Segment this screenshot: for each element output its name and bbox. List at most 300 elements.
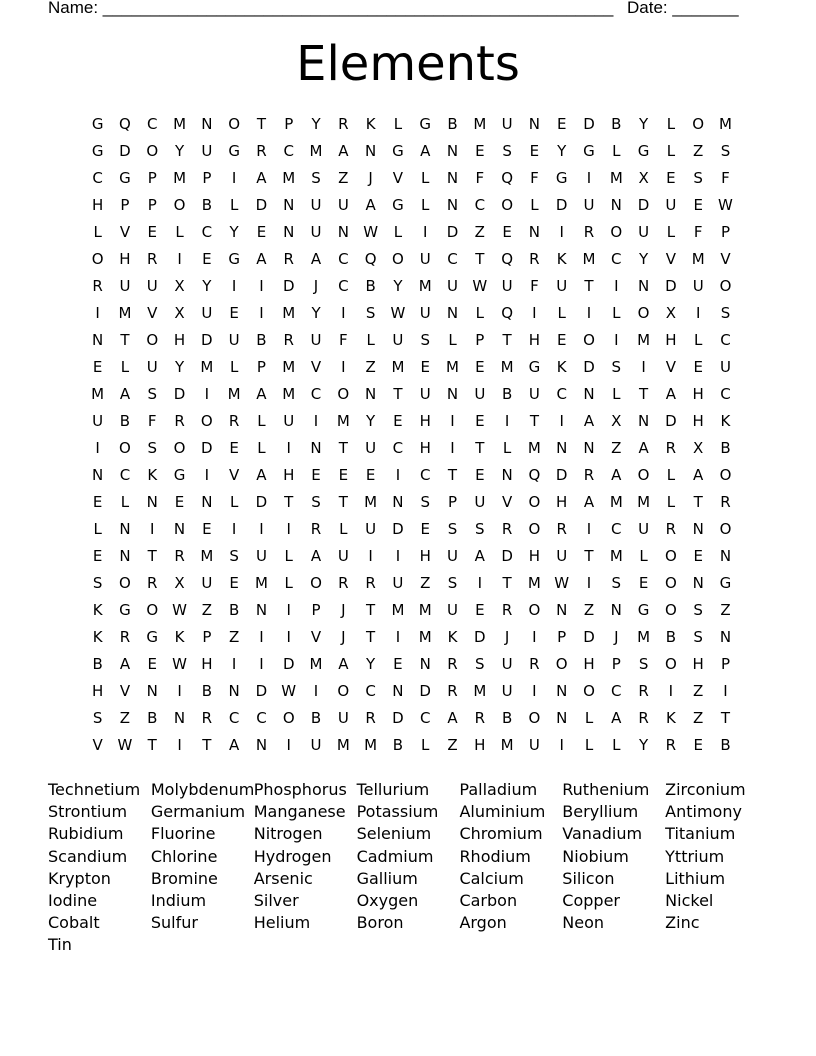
grid-letter: O xyxy=(583,682,595,700)
grid-letter: D xyxy=(446,223,459,241)
grid-letter: K xyxy=(556,358,567,376)
grid-letter: A xyxy=(229,736,240,754)
word-row xyxy=(48,823,768,845)
grid-letter: P xyxy=(147,169,157,187)
grid-letter: E xyxy=(202,250,212,268)
grid-letter: E xyxy=(229,439,239,457)
word-item: Lithium xyxy=(665,868,726,888)
grid-letter: B xyxy=(228,601,240,619)
grid-letter: L xyxy=(639,547,648,565)
grid-letter: N xyxy=(146,493,158,511)
grid-letter: S xyxy=(147,385,157,403)
grid-letter: L xyxy=(229,358,239,376)
grid-letter: M xyxy=(527,439,541,457)
grid-letter: H xyxy=(119,250,131,268)
grid-letter: L xyxy=(120,358,130,376)
grid-letter: P xyxy=(202,169,212,187)
grid-letter: S xyxy=(611,574,622,592)
grid-letter: U xyxy=(310,196,322,214)
grid-letter: S xyxy=(365,304,376,322)
grid-letter: B xyxy=(201,682,212,700)
grid-letter: I xyxy=(286,520,291,538)
grid-letter: A xyxy=(256,466,267,484)
grid-letter: U xyxy=(228,331,240,349)
grid-letter: T xyxy=(366,628,376,646)
grid-row xyxy=(84,465,744,492)
grid-letter: D xyxy=(201,331,213,349)
grid-letter: I xyxy=(614,277,619,295)
grid-letter: E xyxy=(693,547,703,565)
word-row xyxy=(48,912,768,934)
grid-letter: R xyxy=(365,709,376,727)
grid-letter: P xyxy=(720,655,730,673)
grid-letter: R xyxy=(174,412,185,430)
grid-letter: U xyxy=(392,574,404,592)
grid-letter: V xyxy=(119,682,131,700)
grid-letter: N xyxy=(119,520,131,538)
word-item: Chlorine xyxy=(150,846,218,866)
grid-letter: Z xyxy=(611,439,622,457)
grid-letter: J xyxy=(368,169,373,187)
grid-letter: K xyxy=(556,250,567,268)
grid-row xyxy=(84,708,744,735)
grid-letter: I xyxy=(586,574,592,592)
grid-letter: E xyxy=(147,655,157,673)
grid-letter: Q xyxy=(501,304,513,322)
grid-letter: K xyxy=(174,628,185,646)
grid-letter: R xyxy=(529,655,540,673)
word-item: Molybdenum xyxy=(150,780,255,799)
grid-letter: A xyxy=(119,655,131,673)
grid-letter: X xyxy=(665,304,677,322)
grid-letter: E xyxy=(174,493,185,511)
grid-letter: N xyxy=(92,466,104,484)
grid-letter: E xyxy=(693,358,703,376)
grid-letter: M xyxy=(609,169,623,187)
grid-letter: W xyxy=(390,304,406,322)
grid-letter: Z xyxy=(420,574,431,592)
grid-letter: S xyxy=(147,439,157,457)
grid-letter: T xyxy=(147,736,157,754)
grid-letter: M xyxy=(282,385,296,403)
word-item: Indium xyxy=(150,890,207,910)
grid-letter: H xyxy=(528,547,541,565)
grid-letter: Y xyxy=(311,304,321,322)
grid-letter: G xyxy=(228,142,240,160)
name-line: Name: ______________________________________________________ xyxy=(48,0,614,17)
grid-letter: H xyxy=(92,682,104,700)
grid-letter: M xyxy=(637,493,651,511)
grid-letter: H xyxy=(692,385,704,403)
grid-letter: Y xyxy=(639,736,649,754)
grid-letter: H xyxy=(528,331,541,349)
grid-letter: K xyxy=(92,628,103,646)
grid-letter: V xyxy=(720,250,731,268)
grid-letter: Q xyxy=(501,250,513,268)
grid-letter: L xyxy=(175,223,184,241)
grid-letter: U xyxy=(583,196,595,214)
grid-letter: L xyxy=(421,736,430,754)
grid-letter: H xyxy=(692,655,704,673)
grid-letter: T xyxy=(147,547,157,565)
grid-letter: L xyxy=(120,493,130,511)
grid-letter: S xyxy=(92,574,103,592)
grid-letter: L xyxy=(257,412,266,430)
grid-letter: Z xyxy=(693,709,704,727)
word-item: Aluminium xyxy=(459,802,546,822)
grid-letter: B xyxy=(310,709,322,727)
grid-letter: I xyxy=(259,277,264,295)
grid-letter: X xyxy=(611,412,622,430)
grid-letter: L xyxy=(284,547,293,565)
grid-letter: C xyxy=(419,709,431,727)
grid-letter: U xyxy=(201,574,213,592)
grid-letter: V xyxy=(665,250,677,268)
grid-letter: O xyxy=(664,601,677,619)
grid-letter: W xyxy=(117,736,133,754)
grid-letter: E xyxy=(529,142,540,160)
grid-letter: A xyxy=(583,493,595,511)
grid-letter: H xyxy=(201,655,213,673)
word-item: Strontium xyxy=(48,802,128,822)
grid-letter: A xyxy=(611,466,622,484)
word-item: Argon xyxy=(459,913,507,933)
word-item: Rhodium xyxy=(459,846,531,866)
grid-letter: U xyxy=(528,736,540,754)
grid-letter: T xyxy=(120,331,130,349)
grid-letter: M xyxy=(200,358,214,376)
grid-letter: D xyxy=(119,142,131,160)
grid-letter: O xyxy=(719,466,732,484)
grid-letter: S xyxy=(502,142,512,160)
grid-letter: N xyxy=(528,115,541,133)
grid-letter: I xyxy=(723,682,728,700)
grid-letter: X xyxy=(174,277,185,295)
grid-letter: T xyxy=(529,412,539,430)
grid-letter: E xyxy=(393,412,403,430)
grid-letter: U xyxy=(365,520,377,538)
grid-letter: U xyxy=(447,277,458,295)
grid-letter: M xyxy=(391,601,405,619)
grid-letter: S xyxy=(475,520,485,538)
grid-letter: O xyxy=(637,304,650,322)
grid-letter: I xyxy=(586,304,592,322)
grid-letter: R xyxy=(310,520,322,538)
grid-letter: D xyxy=(583,358,595,376)
grid-letter: E xyxy=(311,466,321,484)
grid-letter: J xyxy=(341,601,346,619)
grid-letter: S xyxy=(693,601,703,619)
grid-letter: I xyxy=(259,628,264,646)
grid-letter: Q xyxy=(501,169,513,187)
grid-letter: J xyxy=(341,628,346,646)
grid-letter: I xyxy=(286,439,291,457)
grid-letter: D xyxy=(419,682,431,700)
grid-letter: O xyxy=(719,277,732,295)
grid-letter: L xyxy=(666,142,676,160)
grid-letter: L xyxy=(666,493,676,511)
grid-letter: P xyxy=(475,331,485,349)
grid-letter: W xyxy=(554,574,570,592)
grid-letter: H xyxy=(419,547,431,565)
grid-letter: W xyxy=(172,655,187,673)
grid-letter: M xyxy=(527,574,541,592)
grid-letter: M xyxy=(391,358,405,376)
grid-letter: N xyxy=(556,682,568,700)
grid-row xyxy=(84,573,744,600)
word-item: Yttrium xyxy=(665,846,725,866)
grid-letter: R xyxy=(147,250,158,268)
grid-letter: U xyxy=(392,331,404,349)
grid-letter: U xyxy=(501,277,513,295)
grid-letter: N xyxy=(583,385,595,403)
grid-letter: M xyxy=(500,736,514,754)
grid-letter: R xyxy=(583,466,595,484)
grid-letter: M xyxy=(200,547,214,565)
grid-letter: W xyxy=(718,196,733,214)
grid-letter: V xyxy=(310,628,322,646)
grid-letter: L xyxy=(502,439,512,457)
grid-letter: N xyxy=(446,142,459,160)
grid-letter: A xyxy=(256,385,267,403)
grid-letter: I xyxy=(231,169,237,187)
grid-letter: P xyxy=(611,655,621,673)
grid-letter: B xyxy=(392,736,404,754)
grid-letter: Y xyxy=(366,655,376,673)
grid-letter: M xyxy=(473,115,487,133)
grid-letter: K xyxy=(147,466,158,484)
grid-letter: U xyxy=(692,277,704,295)
grid-letter: C xyxy=(365,682,376,700)
grid-letter: B xyxy=(119,412,131,430)
grid-letter: N xyxy=(310,439,322,457)
grid-letter: E xyxy=(638,574,649,592)
word-item: Titanium xyxy=(665,824,736,844)
grid-letter: P xyxy=(256,358,266,376)
word-item: Tin xyxy=(48,935,72,955)
grid-letter: M xyxy=(473,682,487,700)
grid-letter: D xyxy=(392,709,404,727)
grid-letter: O xyxy=(173,196,186,214)
grid-letter: E xyxy=(666,169,676,187)
grid-letter: T xyxy=(693,493,703,511)
grid-row xyxy=(84,654,744,681)
grid-letter: N xyxy=(283,223,295,241)
grid-letter: U xyxy=(556,277,568,295)
grid-letter: L xyxy=(229,493,239,511)
grid-letter: B xyxy=(447,115,458,133)
grid-letter: P xyxy=(720,223,730,241)
grid-letter: B xyxy=(92,655,103,673)
grid-letter: H xyxy=(419,412,431,430)
grid-letter: W xyxy=(363,223,379,241)
word-row xyxy=(48,890,768,912)
grid-letter: F xyxy=(530,277,539,295)
grid-letter: G xyxy=(637,601,650,619)
grid-letter: Y xyxy=(202,277,212,295)
grid-letter: L xyxy=(475,304,484,322)
grid-letter: H xyxy=(665,331,677,349)
grid-letter: N xyxy=(719,628,732,646)
word-row xyxy=(48,779,768,801)
grid-letter: I xyxy=(532,304,537,322)
grid-letter: E xyxy=(92,358,103,376)
grid-letter: R xyxy=(338,115,349,133)
grid-letter: U xyxy=(310,736,322,754)
grid-letter: I xyxy=(450,439,455,457)
grid-letter: R xyxy=(665,736,677,754)
grid-letter: T xyxy=(584,277,594,295)
grid-letter: Y xyxy=(311,115,321,133)
grid-letter: L xyxy=(557,304,566,322)
grid-letter: G xyxy=(146,628,159,646)
grid-letter: Q xyxy=(528,466,541,484)
grid-letter: K xyxy=(447,628,458,646)
word-row xyxy=(48,801,768,823)
grid-letter: G xyxy=(528,358,541,376)
grid-letter: E xyxy=(229,304,239,322)
grid-letter: U xyxy=(665,196,677,214)
grid-letter: R xyxy=(174,547,185,565)
grid-letter: T xyxy=(256,115,267,133)
grid-letter: U xyxy=(419,385,431,403)
grid-letter: U xyxy=(474,493,486,511)
grid-letter: A xyxy=(665,385,677,403)
grid-letter: N xyxy=(173,520,186,538)
word-item: Fluorine xyxy=(150,824,216,844)
grid-letter: J xyxy=(313,277,319,295)
grid-letter: N xyxy=(446,196,459,214)
word-item: Antimony xyxy=(665,802,742,822)
grid-letter: O xyxy=(610,223,623,241)
grid-letter: L xyxy=(666,223,676,241)
grid-letter: H xyxy=(583,655,595,673)
grid-letter: G xyxy=(719,574,732,592)
grid-letter: U xyxy=(337,709,349,727)
grid-letter: I xyxy=(259,304,264,322)
word-item: Copper xyxy=(562,890,620,910)
grid-letter: I xyxy=(231,655,237,673)
grid-letter: T xyxy=(502,331,512,349)
word-item: Scandium xyxy=(48,846,128,866)
grid-letter: X xyxy=(638,169,649,187)
grid-letter: N xyxy=(255,601,268,619)
grid-letter: I xyxy=(313,682,319,700)
grid-letter: L xyxy=(421,196,430,214)
grid-letter: T xyxy=(338,439,348,457)
grid-letter: Z xyxy=(201,601,212,619)
grid-letter: E xyxy=(475,466,485,484)
grid-letter: L xyxy=(393,115,403,133)
grid-letter: S xyxy=(693,169,703,187)
grid-letter: E xyxy=(502,223,512,241)
grid-letter: H xyxy=(283,466,295,484)
grid-letter: D xyxy=(583,628,595,646)
grid-letter: S xyxy=(229,547,239,565)
grid-letter: U xyxy=(255,547,267,565)
grid-row xyxy=(84,735,744,762)
grid-letter: S xyxy=(311,493,321,511)
grid-letter: O xyxy=(664,655,677,673)
grid-letter: N xyxy=(173,709,186,727)
grid-letter: I xyxy=(231,520,237,538)
grid-letter: I xyxy=(368,547,373,565)
word-item: Iodine xyxy=(48,890,98,910)
grid-letter: O xyxy=(228,115,241,133)
header xyxy=(48,0,748,20)
grid-letter: P xyxy=(284,115,294,133)
grid-letter: P xyxy=(447,493,458,511)
grid-letter: I xyxy=(286,601,291,619)
page-title: Elements xyxy=(296,36,520,92)
grid-letter: N xyxy=(556,709,568,727)
grid-letter: C xyxy=(611,520,622,538)
grid-letter: N xyxy=(446,169,459,187)
grid-letter: A xyxy=(256,250,267,268)
grid-letter: U xyxy=(310,223,322,241)
grid-letter: U xyxy=(447,547,458,565)
grid-letter: L xyxy=(666,466,676,484)
grid-letter: O xyxy=(173,439,186,457)
grid-letter: M xyxy=(173,169,187,187)
grid-letter: O xyxy=(664,547,677,565)
grid-letter: R xyxy=(256,142,267,160)
grid-letter: C xyxy=(474,196,486,214)
grid-letter: Y xyxy=(366,412,376,430)
grid-letter: H xyxy=(692,412,704,430)
grid-letter: N xyxy=(283,196,295,214)
grid-letter: G xyxy=(555,169,568,187)
grid-letter: K xyxy=(720,412,731,430)
word-item: Zirconium xyxy=(665,780,746,799)
grid-letter: I xyxy=(586,520,592,538)
grid-letter: A xyxy=(611,709,622,727)
grid-letter: M xyxy=(364,493,378,511)
grid-letter: L xyxy=(530,196,539,214)
grid-letter: G xyxy=(392,142,404,160)
grid-letter: O xyxy=(528,493,541,511)
grid-letter: A xyxy=(420,142,431,160)
grid-letter: N xyxy=(337,223,349,241)
word-item: Krypton xyxy=(48,868,111,888)
grid-letter: I xyxy=(286,736,291,754)
word-item: Nickel xyxy=(665,890,714,910)
grid-letter: R xyxy=(283,331,294,349)
grid-letter: Z xyxy=(720,601,731,619)
word-item: Selenium xyxy=(356,824,432,844)
grid-letter: K xyxy=(665,709,676,727)
grid-letter: I xyxy=(395,547,401,565)
grid-letter: D xyxy=(583,115,595,133)
grid-letter: N xyxy=(392,682,404,700)
grid-letter: U xyxy=(447,601,458,619)
grid-letter: N xyxy=(556,601,568,619)
grid-letter: D xyxy=(255,493,268,511)
grid-letter: M xyxy=(637,331,651,349)
grid-letter: I xyxy=(177,736,182,754)
grid-letter: D xyxy=(665,277,677,295)
grid-letter: M xyxy=(691,250,705,268)
grid-letter: R xyxy=(583,223,595,241)
grid-letter: O xyxy=(692,115,705,133)
grid-letter: L xyxy=(612,304,621,322)
grid-letter: M xyxy=(364,736,378,754)
grid-letter: I xyxy=(559,412,564,430)
grid-letter: U xyxy=(365,439,377,457)
grid-letter: E xyxy=(475,601,485,619)
grid-letter: I xyxy=(231,277,237,295)
grid-letter: Y xyxy=(393,277,403,295)
